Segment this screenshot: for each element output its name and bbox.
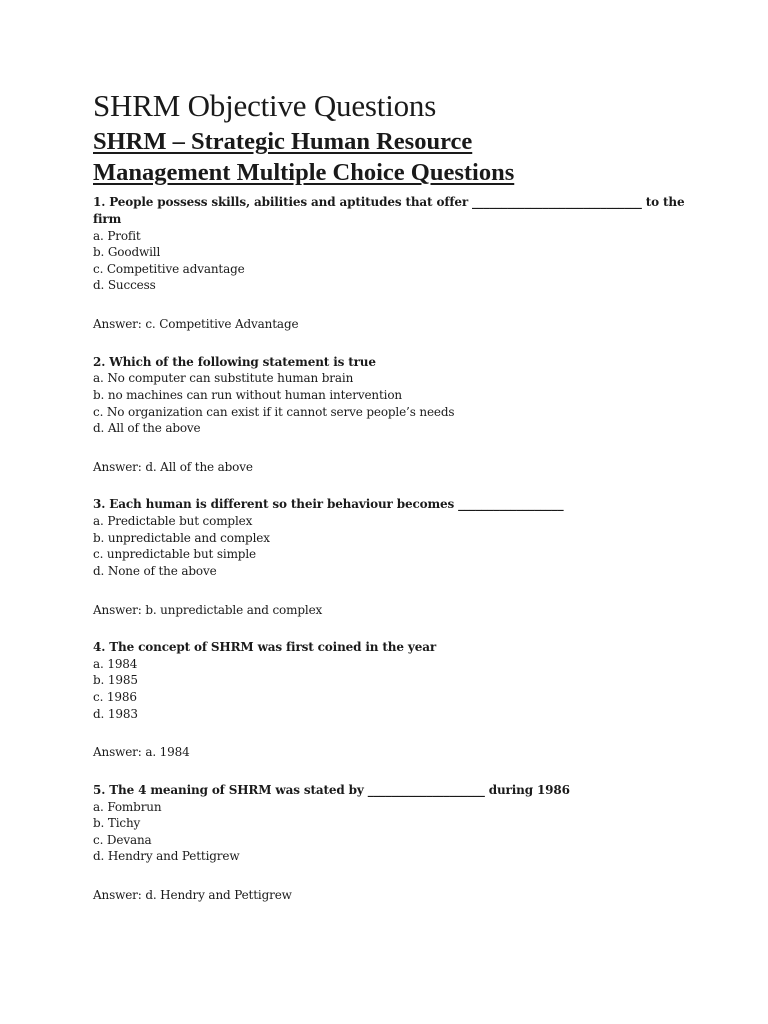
option-d: d. Success (93, 278, 156, 293)
question-text: 5. The 4 meaning of SHRM was stated by ____________________ during 1986 (93, 782, 570, 797)
answer-text: Answer: b. unpredictable and complex (93, 602, 323, 617)
option-a: a. No computer can substitute human brain (93, 371, 354, 386)
option-d: d. Hendry and Pettigrew (93, 849, 240, 864)
option-a: a. Fombrun (93, 799, 162, 814)
option-a: a. Profit (93, 228, 141, 243)
question-text: 4. The concept of SHRM was first coined in the year (93, 640, 436, 655)
option-c: c. 1986 (93, 690, 137, 705)
option-c: c. No organization can exist if it cannot serve people’s needs (93, 404, 455, 419)
option-b: b. unpredictable and complex (93, 530, 270, 545)
answer-text: Answer: c. Competitive Advantage (93, 316, 299, 331)
subtitle-line-1: SHRM – Strategic Human Resource (93, 128, 473, 155)
document-subtitle (93, 126, 693, 188)
option-c: c. Competitive advantage (93, 261, 245, 276)
question-5 (93, 782, 693, 904)
question-3 (93, 496, 693, 618)
option-b: b. no machines can run without human intervention (93, 387, 403, 402)
option-d: d. All of the above (93, 421, 201, 436)
option-c: c. Devana (93, 832, 152, 847)
option-d: d. 1983 (93, 706, 138, 721)
document-title: SHRM Objective Questions (93, 88, 437, 123)
answer-text: Answer: d. All of the above (93, 459, 253, 474)
question-2 (93, 354, 693, 476)
subtitle-line-2: Management Multiple Choice Questions (93, 159, 515, 186)
document-page (93, 88, 693, 904)
option-d: d. None of the above (93, 563, 217, 578)
answer-text: Answer: d. Hendry and Pettigrew (93, 888, 292, 903)
question-text: 1. People possess skills, abilities and aptitudes that offer _____________________________ to the firm (93, 195, 685, 226)
answer-text: Answer: a. 1984 (93, 745, 190, 760)
question-4 (93, 639, 693, 761)
option-c: c. unpredictable but simple (93, 547, 256, 562)
question-list (93, 194, 693, 904)
option-b: b. 1985 (93, 673, 138, 688)
question-1 (93, 194, 693, 333)
option-b: b. Tichy (93, 816, 141, 831)
question-text: 2. Which of the following statement is true (93, 354, 376, 369)
question-text: 3. Each human is different so their behaviour becomes __________________ (93, 497, 564, 512)
option-a: a. Predictable but complex (93, 514, 253, 529)
option-a: a. 1984 (93, 656, 138, 671)
option-b: b. Goodwill (93, 245, 161, 260)
